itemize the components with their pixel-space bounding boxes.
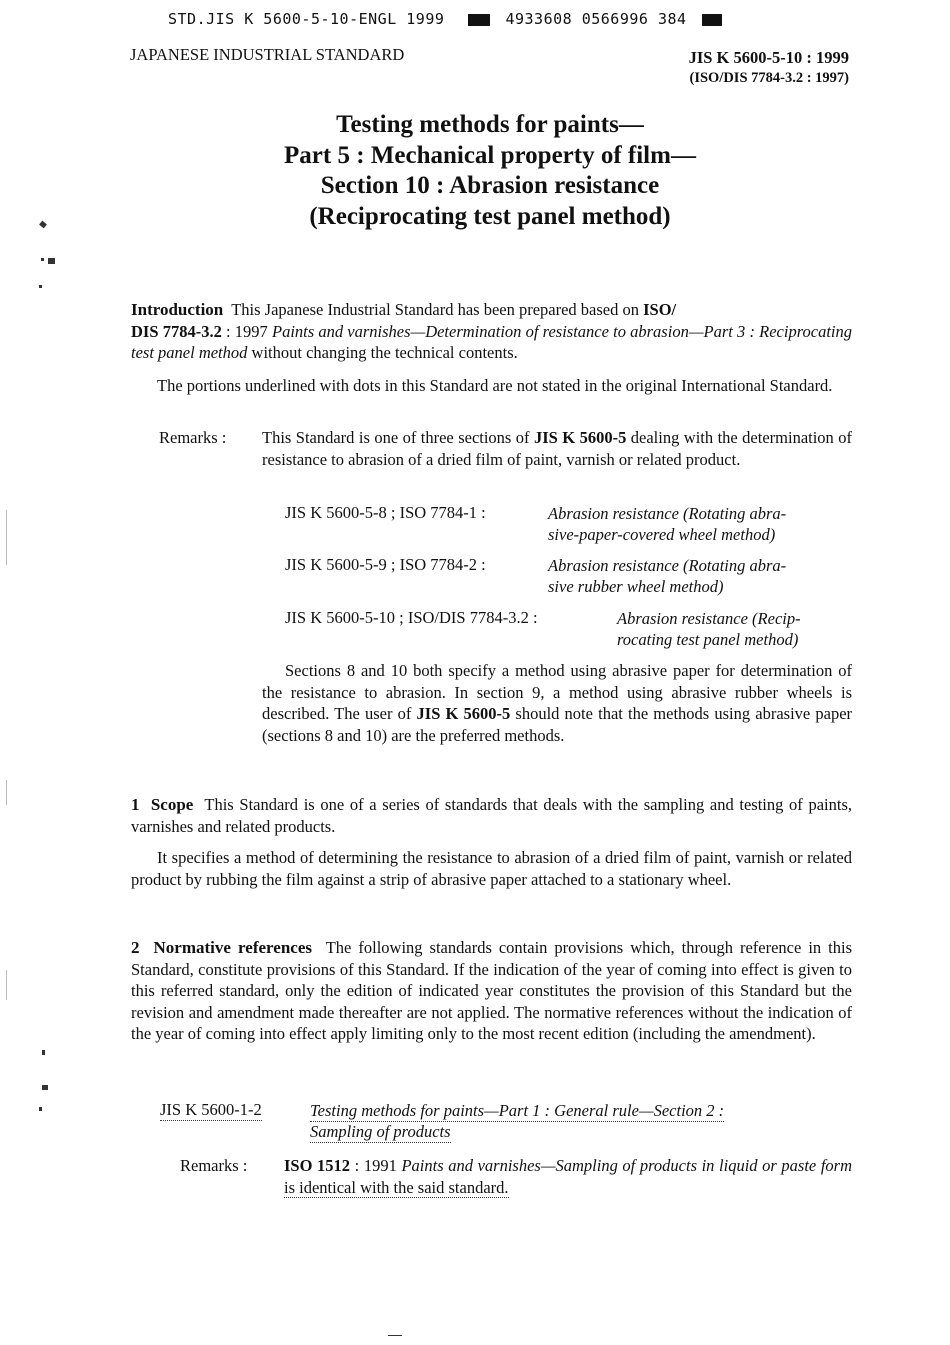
margin-line: [6, 780, 7, 805]
section-title-10-line1: Abrasion resistance (Recip-: [617, 609, 801, 628]
title-line-1: Testing methods for paints—: [336, 111, 644, 138]
remarks-note: Sections 8 and 10 both specify a method using abrasive paper for determination of the resistance to abrasion. In section 9, a method using abrasive rubber wheels is described. The user of JIS K 5600-5 should note that the methods using abrasive paper (sections 8 and 10) are the preferred methods.: [262, 661, 853, 745]
iso-reference: ISO/: [643, 300, 677, 319]
introduction-paragraph: Introduction This Japanese Industrial Standard has been prepared based on ISO/ DIS 7784-3.2 : 1997 Paints and varnishes—Determination of resistance to abrasion—Part 3 : Reciprocating test panel method without changing the technical contents.: [131, 300, 852, 362]
remarks-label: Remarks :: [159, 428, 227, 447]
scope-section: 1 Scope This Standard is one of a series of standards that deals with the sampling and testing of paints, varnishes and related products.: [131, 795, 853, 836]
iso-reference-cont: DIS 7784-3.2: [131, 321, 222, 341]
normative-number: 2: [131, 938, 140, 957]
stamp-barcode: 4933608 0566996 384: [505, 10, 687, 28]
title-line-2: Part 5 : Mechanical property of film—: [284, 141, 696, 169]
section-ref-9: JIS K 5600-5-9 ; ISO 7784-2 :: [285, 555, 486, 574]
margin-mark: [41, 258, 44, 261]
margin-mark: [39, 285, 42, 288]
section-title-9-line2: sive rubber wheel method): [548, 577, 724, 596]
section-ref-8: JIS K 5600-5-8 ; ISO 7784-1 :: [285, 503, 486, 522]
jis-reference: JIS K 5600-5: [534, 428, 627, 447]
reference-title-line1: Testing methods for paints—Part 1 : General rule—Section 2 :: [310, 1101, 725, 1120]
reference-title-line2: Sampling of products: [310, 1122, 451, 1141]
header-org: JAPANESE INDUSTRIAL STANDARD: [130, 45, 405, 64]
barcode-end-block-icon: [702, 14, 722, 26]
title-line-3: Section 10 : Abrasion resistance: [320, 172, 660, 199]
barcode-block-icon: [468, 14, 490, 26]
iso-1512-reference: ISO 1512: [284, 1156, 351, 1175]
remarks-text: This Standard is one of three sections of JIS K 5600-5 dealing with the determination of resistance to abrasion of a dried film of paint, varnish or related product.: [262, 428, 852, 469]
section-title-8-line1: Abrasion resistance (Rotating abra-: [548, 504, 787, 523]
margin-mark: [48, 258, 55, 264]
page-title: [0, 110, 950, 232]
reference-code: JIS K 5600-1-2: [160, 1100, 262, 1119]
scope-number: 1: [131, 795, 140, 814]
section-ref-10: JIS K 5600-5-10 ; ISO/DIS 7784-3.2 :: [285, 608, 538, 627]
remarks-2-label: Remarks :: [180, 1156, 248, 1175]
section-title-10-line2: rocating test panel method): [617, 630, 799, 649]
margin-mark: [42, 1085, 48, 1090]
bottom-mark: [388, 1335, 402, 1336]
normative-references-section: 2 Normative references The following standards contain provisions which, through reference in this Standard, constitute provisions of this Standard. If the indication of the year of coming into effect is given to this referred standard, only the edition of indicated year constitutes the provision of this Standard but the revision and amendment made thereafter are not applied. The normative references without the indication of the year of coming into effect apply limiting only to the most recent edition (including the amendment).: [131, 938, 853, 1043]
scope-paragraph-2: It specifies a method of determining the resistance to abrasion of a dried film of paint, varnish or related product by rubbing the film against a strip of abrasive paper attached to a stationary wheel.: [131, 848, 852, 889]
margin-line: [6, 510, 7, 565]
iso-title: Paints and varnishes—Determination of resistance to abrasion—Part 3 : Reciprocating test panel method: [131, 321, 852, 362]
margin-line: [6, 970, 7, 1000]
section-title-9-line1: Abrasion resistance (Rotating abra-: [548, 556, 787, 575]
jis-reference: JIS K 5600-5: [416, 704, 511, 723]
document-stamp: [168, 10, 722, 28]
normative-heading: Normative references: [153, 938, 312, 957]
stamp-code: STD.JIS K 5600-5-10-ENGL 1999: [168, 10, 445, 28]
remarks-2-text: ISO 1512 : 1991 Paints and varnishes—Sampling of products in liquid or paste form is identical with the said standard.: [284, 1156, 853, 1197]
section-title-8-line2: sive-paper-covered wheel method): [548, 525, 776, 544]
introduction-heading: Introduction: [131, 300, 224, 319]
introduction-paragraph-2: The portions underlined with dots in this Standard are not stated in the original International Standard.: [157, 376, 833, 395]
header-iso-number: (ISO/DIS 7784-3.2 : 1997): [689, 70, 849, 86]
margin-mark: [42, 1050, 45, 1055]
title-line-4: (Reciprocating test panel method): [309, 202, 671, 230]
scope-heading: Scope: [150, 795, 194, 814]
iso-1512-title: Paints and varnishes—Sampling of products in liquid or paste form: [401, 1156, 853, 1175]
identical-note: is identical with the said standard.: [284, 1177, 509, 1197]
margin-mark: [39, 1107, 42, 1111]
header-standard-number: JIS K 5600-5-10 : 1999: [688, 48, 849, 67]
